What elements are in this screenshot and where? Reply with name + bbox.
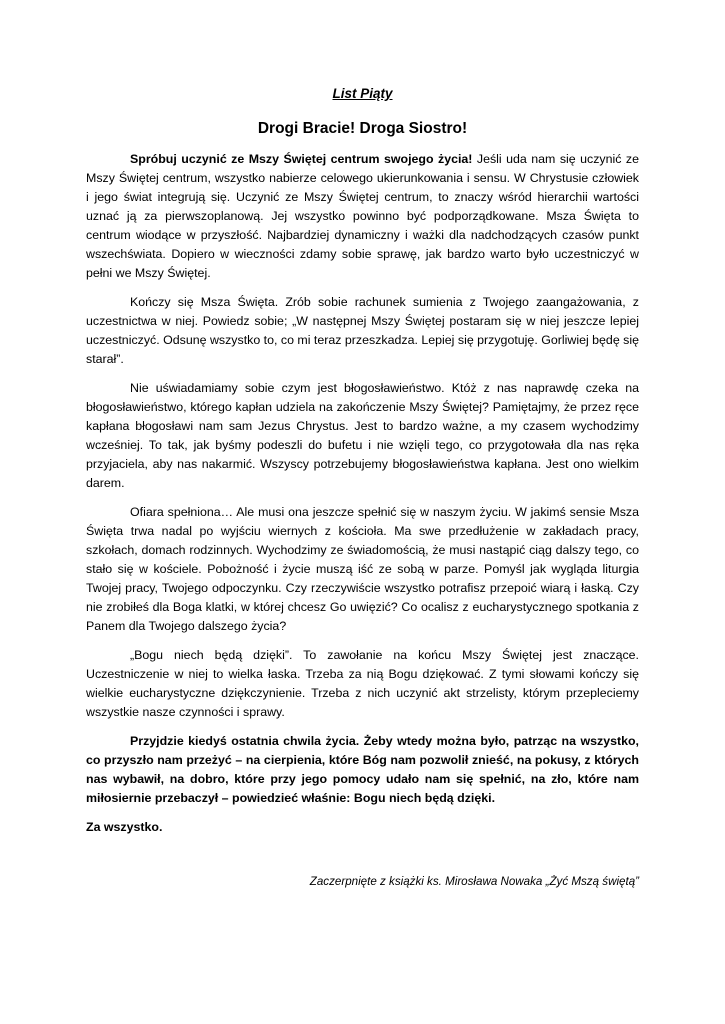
paragraph-3: Nie uświadamiamy sobie czym jest błogosławieństwo. Któż z nas naprawdę czeka na błogosławieństwo, którego kapłan udziela na zakończenie Mszy Świętej? Pamiętajmy, że przez ręce kapłana błogosławi nam sam Jezus Chrystus. Jest to bardzo ważne, a my czasem wychodzimy wcześniej. To tak, jak byśmy podeszli do bufetu i nie wzięli tego, co przygotowała dla nas ręka przyjaciela, aby nas nakarmić. Wszyscy potrzebujemy błogosławieństwa kapłana. Jest ono wielkim darem.	[86, 381, 639, 490]
letter-page	[86, 84, 639, 891]
paragraph-6: Przyjdzie kiedyś ostatnia chwila życia. Żeby wtedy można było, patrząc na wszystko, co przyszło nam przeżyć – na cierpienia, które Bóg nam pozwolił znieść, na pokusy, z których nas wybawił, na dobro, które przy jego pomocy udało nam się spełnić, na zło, które nam miłosiernie przebaczył – powiedzieć właśnie: Bogu niech będą dzięki.	[86, 734, 639, 805]
paragraph-text: Jeśli uda nam się uczynić ze Mszy Świętej centrum, wszystko nabierze celowego ukierunkowania i sensu. W Chrystusie człowiek i jego świat integrują się. Uczynić ze Mszy Świętej centrum, to znaczy wśród hierarchii wartości uznać ją za pierwszoplanową. Jej wszystko powinno być podporządkowane. Msza Święta to centrum wiodące w przyszłość. Najbardziej dynamiczny i ważki dla nadchodzących czasów punkt wszechświata. Dopiero w wieczności zdamy sobie sprawę, jak bardzo warto było uczestniczyć w pełni we Mszy Świętej.	[86, 152, 639, 280]
paragraph-2: Kończy się Msza Święta. Zrób sobie rachunek sumienia z Twojego zaangażowania, z uczestnictwa w niej. Powiedz sobie; „W następnej Mszy Świętej postaram się w niej jeszcze lepiej uczestniczyć. Odsunę wszystko to, co mi teraz przeszkadza. Lepiej się przygotuję. Gorliwiej będę się starał”.	[86, 295, 639, 366]
closing-line: Za wszystko.	[86, 820, 163, 834]
paragraph-5: „Bogu niech będą dzięki”. To zawołanie na końcu Mszy Świętej jest znaczące. Uczestniczenie w niej to wielka łaska. Trzeba za nią Bogu dziękować. Z tymi słowami kończy się wielkie eucharystyczne dziękczynienie. Trzeba z nich uczynić akt strzelisty, którym przepleciemy wszystkie nasze czynności i sprawy.	[86, 648, 639, 719]
paragraph-1	[86, 150, 639, 283]
page-title: List Piąty	[332, 86, 393, 101]
salutation: Drogi Bracie! Droga Siostro!	[257, 120, 468, 137]
paragraph-4: Ofiara spełniona… Ale musi ona jeszcze spełnić się w naszym życiu. W jakimś sensie Msza Święta trwa nadal po wyjściu wiernych z kościoła. Ma swe przedłużenie w zakładach pracy, szkołach, domach rodzinnych. Wychodzimy ze świadomością, że musi nastąpić ciąg dalszy tego, co stało się w kościele. Pobożność i życie muszą iść ze sobą w parze. Pomyśl jak wygląda liturgia Twojej pracy, Twojego odpoczynku. Czy rzeczywiście wszystko potrafisz przepoić wiarą i łaską. Czy nie zrobiłeś dla Boga klatki, w której chcesz Go uwięzić? Co ocalisz z eucharystycznego spotkania z Panem dla Twojego dalszego życia?	[86, 505, 639, 633]
paragraph-lead: Spróbuj uczynić ze Mszy Świętej centrum swojego życia!	[130, 152, 473, 166]
source-citation: Zaczerpnięte z książki ks. Mirosława Nowaka „Żyć Mszą świętą”	[309, 875, 639, 888]
